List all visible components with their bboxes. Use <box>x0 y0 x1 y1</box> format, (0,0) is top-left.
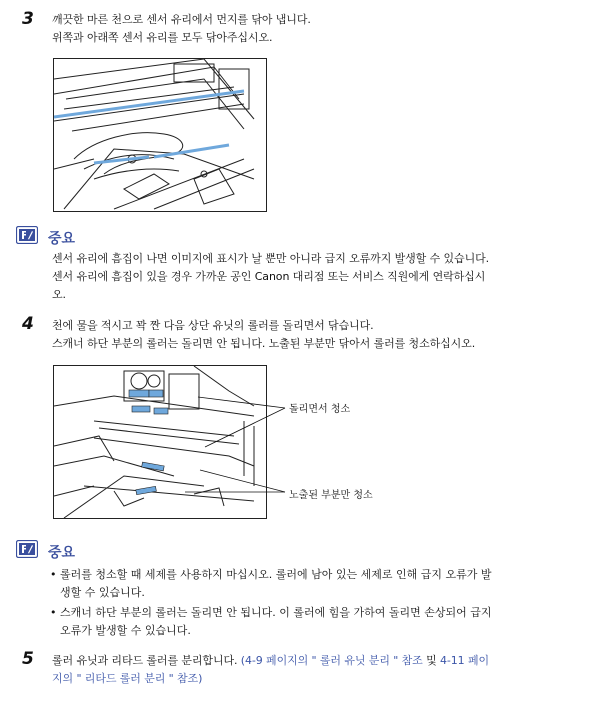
note-bullet-list <box>50 566 492 640</box>
note-text-line: 오. <box>52 288 66 301</box>
bullet-text: 생할 수 있습니다. <box>60 586 145 599</box>
list-item-continuation <box>50 622 492 640</box>
step-text-line: 스캐너 하단 부분의 롤러는 돌리면 안 됩니다. 노출된 부분만 닦아서 롤러를 청소하십시오. <box>52 337 476 350</box>
note-text-line: 센서 유리에 흠집이 나면 이미지에 표시가 날 뿐만 아니라 급지 오류까지 발생할 수 있습니다. <box>52 252 490 265</box>
link-retard-roller-removal[interactable]: 4-11 페이 <box>440 654 490 667</box>
step-text-line: 위쪽과 아래쪽 센서 유리를 모두 닦아주십시오. <box>52 31 273 44</box>
note-title: 중요 <box>48 231 76 247</box>
step-text-line: 천에 물을 적시고 꽉 짠 다음 상단 유닛의 롤러를 돌리면서 닦습니다. <box>52 319 374 332</box>
list-item <box>50 604 492 622</box>
step-text: 롤러 유닛과 리타드 롤러를 분리합니다. <box>52 654 241 667</box>
note-title: 중요 <box>48 545 76 561</box>
step-number: 5 <box>22 649 34 669</box>
list-item <box>50 566 492 584</box>
bullet-text: 롤러를 청소할 때 세제를 사용하지 마십시오. 롤러에 남아 있는 세제로 인해 급지 오류가 발 <box>60 568 492 581</box>
figure-label-exposed: 노출된 부분만 청소 <box>289 490 373 501</box>
step-text: 및 <box>422 654 440 667</box>
bullet-icon: • <box>50 606 57 619</box>
important-note-icon <box>16 540 38 558</box>
step-text-line: 깨끗한 마른 천으로 센서 유리에서 먼지를 닦아 냅니다. <box>52 13 311 26</box>
step-text-line <box>52 652 489 670</box>
link-retard-roller-removal-cont[interactable]: 지의 " 리타드 롤러 분리 " 참조 <box>52 672 199 685</box>
list-item-continuation <box>50 584 492 602</box>
link-roller-unit-removal[interactable]: (4-9 페이지의 " 롤러 유닛 분리 " 참조 <box>240 654 423 667</box>
step-text: ) <box>198 672 203 685</box>
bullet-text: 스캐너 하단 부분의 롤러는 돌리면 안 됩니다. 이 롤러에 힘을 가하여 돌리면 손상되어 급지 <box>60 606 492 619</box>
bullet-icon: • <box>50 568 57 581</box>
bullet-text: 오류가 발생할 수 있습니다. <box>60 624 191 637</box>
step-text-line <box>52 670 202 688</box>
step-number: 3 <box>22 9 34 29</box>
figure-label-rotate: 돌리면서 청소 <box>289 404 351 415</box>
step-number: 4 <box>22 314 34 334</box>
note-text-line: 센서 유리에 흠집이 있을 경우 가까운 공인 Canon 대리점 또는 서비스 직원에게 연락하십시 <box>52 270 486 283</box>
